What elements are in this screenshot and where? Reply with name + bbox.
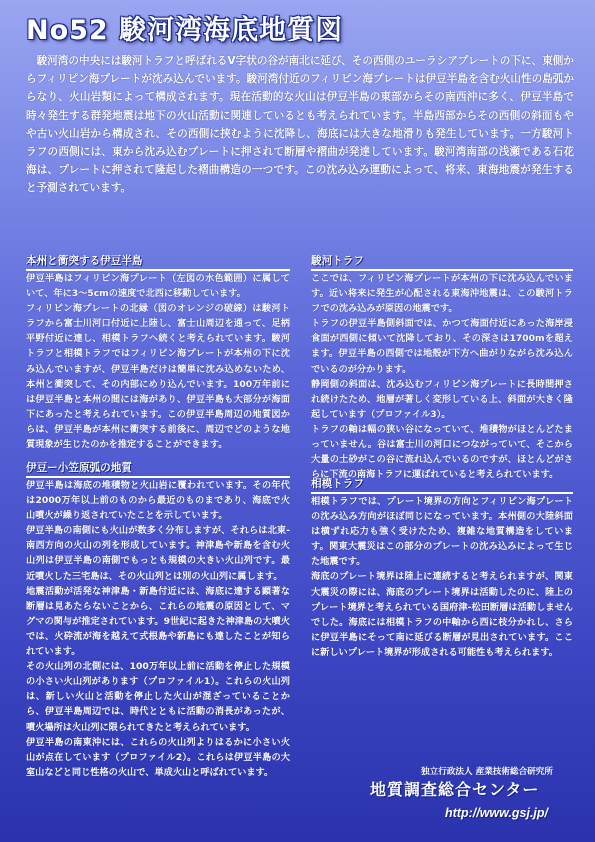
org-url-link[interactable]: http://www.gsj.jp/: [445, 806, 548, 820]
paragraph: 相模トラフでは、プレート境界の方向とフィリピン海プレートの沈み込み方向がほぼ同じになっています。本州側の大陸斜面は横ずれ応力も強く受けたため、複雑な地質構造をしています。関東大震災はこの部分のプレートの沈み込みによって生じた地震です。: [311, 496, 573, 568]
intro-paragraph: 駿河湾の中央には駿河トラフと呼ばれるV字状の谷が南北に延び、その西側のユーラシアプレートの下に、東側からフィリピン海プレートが沈み込んでいます。駿河湾付近のフィリピン海プレートは伊豆半島を含む火山性の島弧からなり、火山岩類によって構成されます。現在活動的な火山は伊豆半島の東部からその南西沖に多く、伊豆半島で時々発生する群発地震は地下の火山活動に関連しているとも考えられています。半島西部からその西側の斜面もやや古い火山岩から構成され、その西側に挟むように沈降し、海底には大きな地滑りも発生しています。一方駿河トラフの西側には、東から沈み込むプレートに押されて断層や褶曲が発達しています。駿河湾南部の浅瀬である石花海は、プレートに押されて隆起した褶曲構造の一つです。この沈み込み運動によって、将来、東海地震が発生すると予測されています。: [26, 55, 574, 195]
section-heading-honshu-text: 本州と衝突する伊豆半島: [26, 255, 143, 267]
section-body-izu-ogasawara: [26, 478, 290, 780]
org-name: 地質調査総合センター: [370, 780, 540, 799]
paragraph: ここでは、フィリピン海プレートが本州の下に沈み込んでいます。近い将来に発生が心配される東海沖地震は、この駿河トラフでの沈み込みが原因の地震です。: [311, 273, 573, 315]
paragraph: 地震活動が活発な神津島・新島付近には、海底に達する顕著な断層は見あたらないことから、これらの地震の原因として、マグマの関与が推定されています。9世紀に起きた神津島の大噴火では、火砕流が海を越えて式根島や新島にも達したことが知られています。: [26, 585, 290, 658]
paragraph: その火山列の北側には、100万年以上前に活動を停止した規模の小さい火山列があります（プロファイル1）。これらの火山列は、新しい火山と活動を停止した火山が混ざっていることから、伊豆半島周辺では、時代とともに活動の消長があったが、噴火場所は火山列に限られてきたと考えられています。: [26, 661, 290, 733]
section-heading-sagami-text: 相模トラフ: [311, 478, 364, 490]
paragraph: 伊豆半島の南側にも火山が数多く分布しますが、それらは北東-南西方向の火山の列を形成しています。神津島や新島を含む火山列は伊豆半島の南側でもっとも規模の大きい火山列です。最近噴火した三宅島は、その火山列とは別の火山列に属します。: [26, 525, 290, 582]
paragraph: 伊豆半島は海底の堆積物と火山岩に覆われています。その年代は2000万年以上前のものから最近のものまであり、海底で火山噴火が繰り返されていたことを示しています。: [26, 480, 290, 522]
org-subtitle: 独立行政法人 産業技術総合研究所: [421, 767, 553, 777]
paragraph: 伊豆半島はフィリピン海プレート（左図の水色範囲）に属していて、年に3～5cmの速度で北西に移動しています。: [26, 273, 290, 300]
section-body-honshu: [26, 271, 290, 452]
paragraph: 静岡側の斜面は、沈み込むフィリピン海プレートに長時間押され続けたため、地層が著しく変形している上、斜面が大きく隆起しています（プロファイル3）。: [311, 378, 573, 420]
section-heading-suruga-text: 駿河トラフ: [311, 255, 364, 267]
page-title: No52 駿河湾海底地質図: [26, 15, 344, 46]
paragraph: 伊豆半島の南東沖には、これらの火山列よりはるかに小さい火山が点在しています（プロファイル2）。これらは伊豆半島の大室山などと同じ性格の火山で、単成火山と呼ばれています。: [26, 736, 290, 778]
section-heading-izu-ogasawara-text: 伊豆ー小笠原弧の地質: [26, 462, 132, 474]
paragraph: 海底のプレート境界は陸上に連続すると考えられますが、関東大震災の際には、海底のプレート境界は活動したのに、陸上のプレート境界と考えられている国府津-松田断層は活動しませんでした。海底には相模トラフの中軸から西に枝分かれし、さらに伊豆半島にそって南に延びる断層が見出されています。ここに新しいプレート境界が形成される可能性も考えられます。: [311, 571, 573, 658]
paragraph: トラフの軸は幅の狭い谷になっていて、堆積物がほとんどたまっていません。谷は富士川の河口につながっていて、そこから大量の土砂がこの谷に流れ込んでいるのですが、ほとんどがさらに下流の南海トラフに運ばれていると考えられています。: [311, 423, 573, 481]
paragraph: フィリピン海プレートの北縁（図のオレンジの破線）は駿河トラフから富士川河口付近に上陸し、富士山周辺を通って、足柄平野付近に達し、相模トラフへ続くと考えられています。駿河トラフと相模トラフではフィリピン海プレートが本州の下に沈み込んでいますが、伊豆半島だけは簡単に沈み込めないため、本州と衝突して、その内部にめり込んでいます。100万年前には伊豆半島と本州の間には海があり、伊豆半島も大部分が海面下にあったと考えられています。この伊豆半島周辺の地質図からは、伊豆半島が本州に衝突する前後に、周辺でどのような地質現象が生じたのかを推定することができます。: [26, 303, 290, 451]
paragraph: トラフの伊豆半島側斜面では、かつて海面付近にあった海岸浸食面が西側に傾いて沈降しており、その深さは1700mを超えます。伊豆半島の西側では地殻が下方へ曲がりながら沈み込んでいるのが分かります。: [311, 318, 573, 375]
section-body-suruga: [311, 271, 573, 482]
section-body-sagami: [311, 494, 573, 660]
